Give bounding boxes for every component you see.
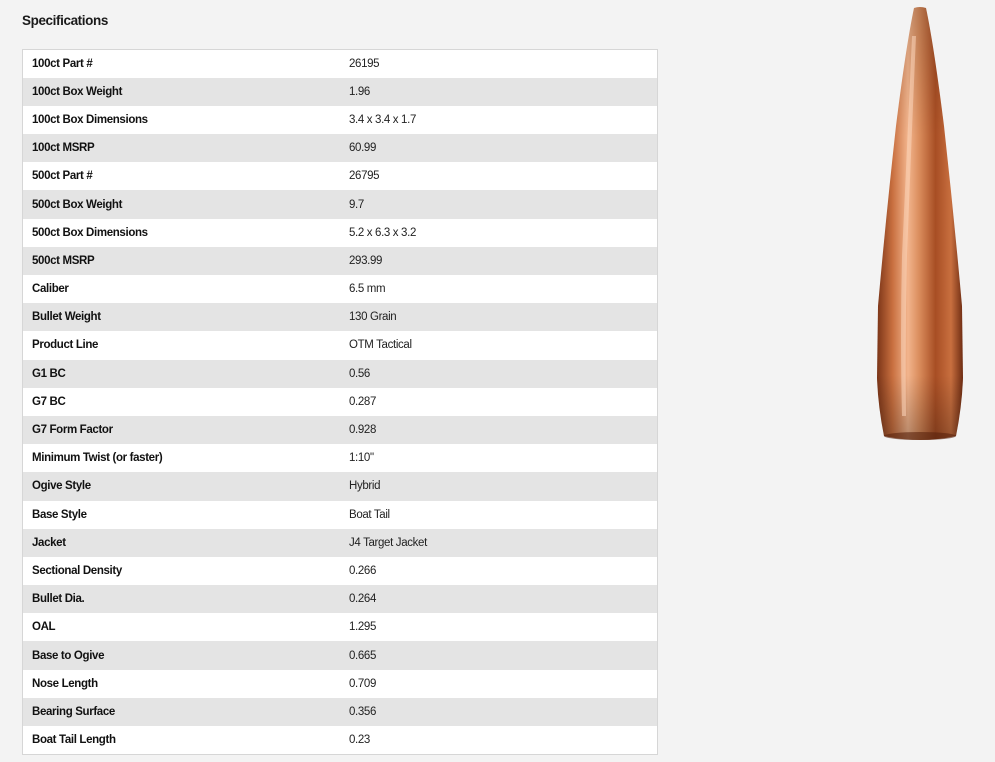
table-row: [23, 247, 658, 275]
table-row: [23, 670, 658, 698]
spec-label: Boat Tail Length: [32, 733, 116, 746]
spec-label: Minimum Twist (or faster): [32, 452, 163, 465]
bullet-shading: [877, 7, 963, 440]
spec-value: 0.287: [349, 395, 377, 408]
spec-label: OAL: [32, 621, 56, 634]
table-row: [23, 78, 658, 106]
spec-label: G1 BC: [32, 367, 66, 380]
table-row: [23, 501, 658, 529]
spec-value: 293.99: [349, 254, 383, 267]
table-row: [23, 106, 658, 134]
spec-value: 26795: [349, 170, 380, 183]
table-row: [23, 641, 658, 669]
spec-value: 0.23: [349, 733, 370, 746]
spec-value: 0.56: [349, 367, 370, 380]
spec-label: Nose Length: [32, 677, 98, 690]
spec-value: 0.709: [349, 677, 377, 690]
table-row: [23, 360, 658, 388]
spec-value: 26195: [349, 57, 380, 70]
spec-value: Hybrid: [349, 480, 381, 493]
spec-label: 100ct Box Weight: [32, 85, 123, 98]
spec-value: 0.665: [349, 649, 377, 662]
spec-label: Base to Ogive: [32, 649, 105, 662]
spec-value: 9.7: [349, 198, 364, 211]
spec-value: 0.928: [349, 424, 377, 437]
spec-label: Jacket: [32, 536, 66, 549]
spec-label: 100ct Box Dimensions: [32, 113, 148, 126]
table-row: [23, 585, 658, 613]
spec-value: OTM Tactical: [349, 339, 412, 352]
table-row: [23, 50, 658, 78]
spec-label: 500ct MSRP: [32, 254, 95, 267]
table-row: [23, 275, 658, 303]
spec-label: G7 Form Factor: [32, 424, 113, 437]
spec-value: 1:10": [349, 452, 374, 465]
table-row: [23, 698, 658, 726]
spec-label: Bullet Dia.: [32, 593, 85, 606]
table-row: [23, 388, 658, 416]
table-row: [23, 303, 658, 331]
spec-label: Sectional Density: [32, 564, 122, 577]
bullet-base: [884, 432, 956, 440]
spec-label: Base Style: [32, 508, 87, 521]
spec-value: 3.4 x 3.4 x 1.7: [349, 113, 416, 126]
table-row: [23, 331, 658, 359]
spec-label: 100ct MSRP: [32, 142, 95, 155]
spec-value: 60.99: [349, 142, 377, 155]
spec-value: 6.5 mm: [349, 283, 386, 296]
spec-label: Bullet Weight: [32, 311, 101, 324]
spec-value: 0.266: [349, 564, 377, 577]
table-row: [23, 726, 658, 754]
table-row: [23, 557, 658, 585]
spec-label: 500ct Box Dimensions: [32, 226, 148, 239]
spec-label: 100ct Part #: [32, 57, 93, 70]
table-row: [23, 472, 658, 500]
spec-value: Boat Tail: [349, 508, 390, 521]
spec-label: 500ct Part #: [32, 170, 93, 183]
spec-value: 1.96: [349, 85, 370, 98]
table-row: [23, 613, 658, 641]
spec-label: Product Line: [32, 339, 99, 352]
spec-value: 0.264: [349, 593, 377, 606]
bullet-product-image: [872, 6, 968, 442]
spec-value: 1.295: [349, 621, 377, 634]
spec-value: 130 Grain: [349, 311, 397, 324]
spec-label: G7 BC: [32, 395, 66, 408]
table-row: [23, 529, 658, 557]
specifications-table: [22, 49, 658, 755]
section-title: Specifications: [22, 13, 108, 28]
spec-label: Ogive Style: [32, 480, 91, 493]
table-row: [23, 134, 658, 162]
spec-label: Caliber: [32, 283, 69, 296]
spec-value: J4 Target Jacket: [349, 536, 427, 549]
table-row: [23, 219, 658, 247]
spec-label: 500ct Box Weight: [32, 198, 123, 211]
table-row: [23, 190, 658, 218]
table-row: [23, 162, 658, 190]
spec-label: Bearing Surface: [32, 705, 115, 718]
table-row: [23, 444, 658, 472]
spec-value: 5.2 x 6.3 x 3.2: [349, 226, 416, 239]
spec-value: 0.356: [349, 705, 377, 718]
table-row: [23, 416, 658, 444]
